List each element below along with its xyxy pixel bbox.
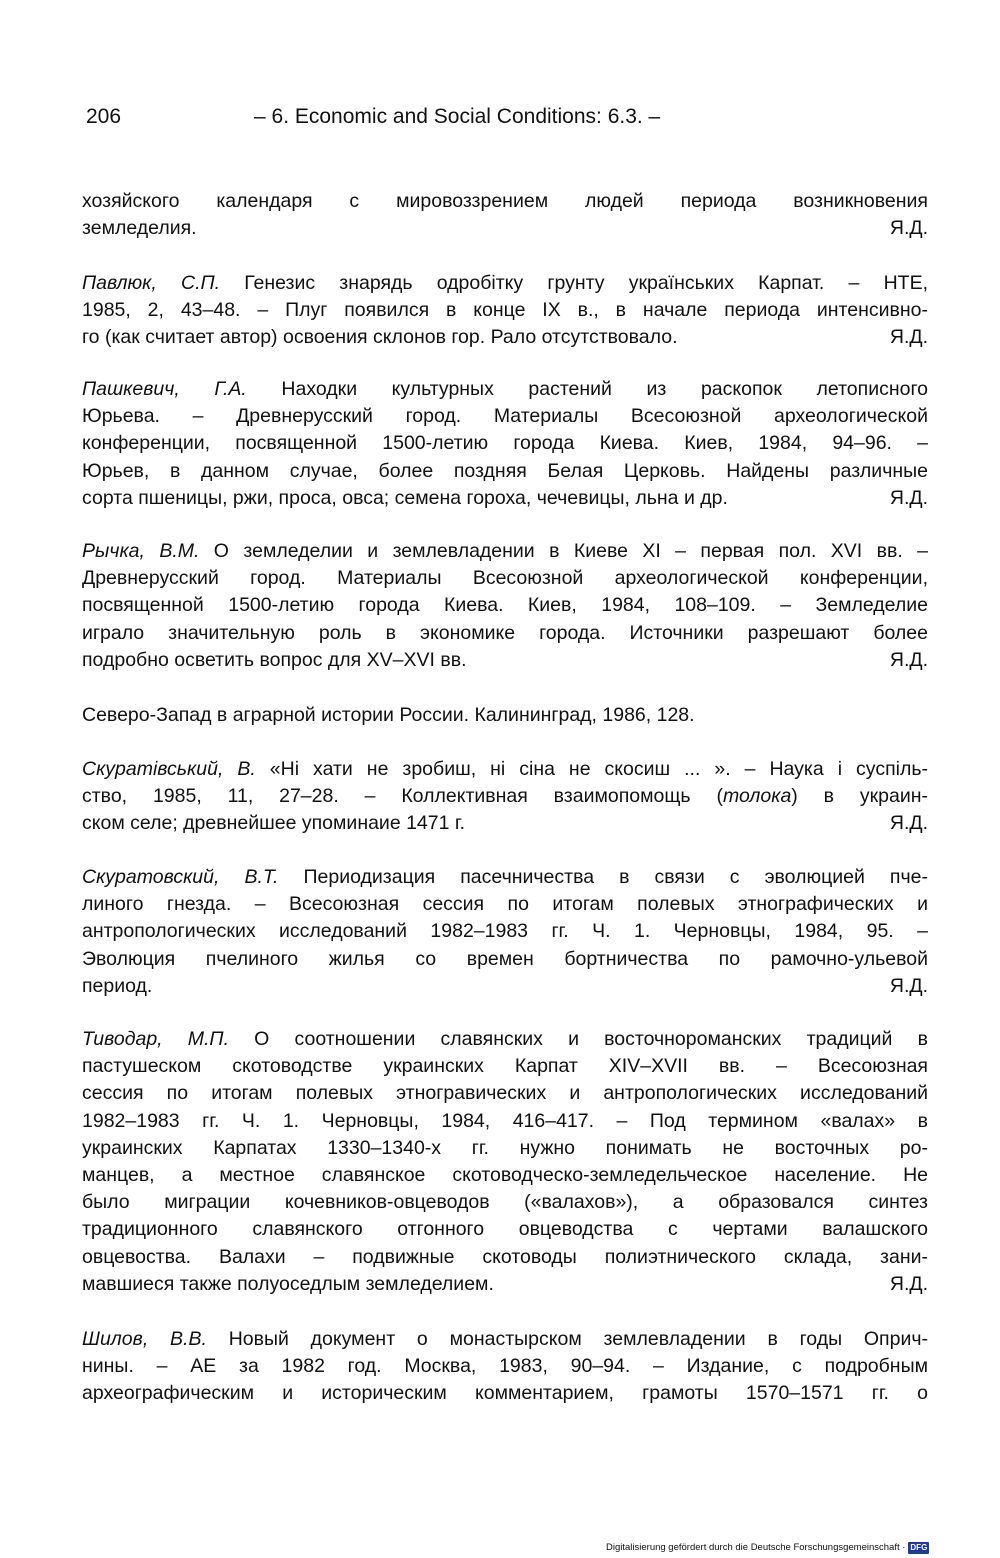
- entry-line: Юрьев, в данном случае, более поздняя Белая Церковь. Найдены различные: [82, 459, 928, 482]
- entry-line: линого гнезда. – Всесоюзная сессия по итогам полевых этнографических и: [82, 893, 928, 916]
- entry-line: археографическим и историческим комментарием, грамоты 1570–1571 гг. о: [82, 1382, 928, 1405]
- entry-line: манцев, а местное славянское скотоводческо-земледельческое население. Не: [82, 1163, 928, 1186]
- entry-line: 1985, 2, 43–48. – Плуг появился в конце IX в., в начале периода интенсивно-: [82, 299, 928, 322]
- entry-line: Павлюк, С.П. Генезис знарядь одробітку грунту українських Карпат. – НТЕ,: [82, 272, 928, 294]
- bibliography-entry: [82, 188, 928, 242]
- reviewer-signature: Я.Д.: [889, 974, 928, 997]
- entry-line: Эволюция пчелиного жилья со времен бортничества по рамочно-ульевой: [82, 947, 928, 970]
- reviewer-signature: Я.Д.: [889, 486, 928, 509]
- entry-line: сессия по итогам полевых этногравических и антропологических исследований: [82, 1082, 928, 1105]
- digitization-footer: [606, 1542, 929, 1554]
- entry-line: Северо-Запад в аграрной истории России. Калининград, 1986, 128.: [82, 704, 695, 726]
- entry-line: мавшиеся также полуоседлым земледелием. Я.Д.: [82, 1271, 928, 1298]
- entry-line: традиционного славянского отгонного овцеводства с чертами валашского: [82, 1218, 928, 1241]
- bibliography-entry: [82, 702, 928, 729]
- entry-line: было миграции кочевников-овцеводов («валахов»), а образовался синтез: [82, 1191, 928, 1214]
- entry-line: 1982–1983 гг. Ч. 1. Черновцы, 1984, 416–417. – Под термином «валах» в: [82, 1109, 928, 1132]
- reviewer-signature: Я.Д.: [889, 217, 928, 240]
- entry-line: Скуратовский, В.Т. Периодизация пасечничества в связи с эволюцией пче-: [82, 866, 928, 888]
- entry-line: го (как считает автор) освоения склонов гор. Рало отсутствовало. Я.Д.: [82, 324, 928, 351]
- entry-author: Тиводар, М.П.: [82, 1028, 229, 1050]
- bibliography-entry: [82, 756, 928, 838]
- entry-line: земледелия. Я.Д.: [82, 215, 928, 242]
- entry-author: Шилов, В.В.: [82, 1328, 207, 1350]
- entry-line: играло значительную роль в экономике города. Источники разрешают более: [82, 621, 928, 644]
- reviewer-signature: Я.Д.: [889, 1272, 928, 1295]
- entry-author: Скуратівський, В.: [82, 758, 256, 780]
- entry-line: Юрьева. – Древнерусский город. Материалы Всесоюзной археологической: [82, 405, 928, 428]
- entry-line: Древнерусский город. Материалы Всесоюзной археологической конференции,: [82, 567, 928, 590]
- bibliography-entry: [82, 1326, 928, 1408]
- running-head: – 6. Economic and Social Conditions: 6.3. –: [254, 105, 661, 128]
- reviewer-signature: Я.Д.: [889, 812, 928, 835]
- bibliography-entry: [82, 538, 928, 674]
- entry-author: Рычка, В.М.: [82, 540, 200, 562]
- entry-line: овцевоства. Валахи – подвижные скотоводы полиэтнического склада, зани-: [82, 1245, 928, 1268]
- entry-line: Тиводар, М.П. О соотношении славянских и восточнороманских традиций в: [82, 1028, 928, 1050]
- entry-author: Павлюк, С.П.: [82, 272, 221, 294]
- bibliography-entry: [82, 376, 928, 512]
- entry-line: ство, 1985, 11, 27–28. – Коллективная взаимопомощь (толока) в украин-: [82, 785, 928, 808]
- footer-text: Digitalisierung gefördert durch die Deutsche Forschungsgemeinschaft ·: [606, 1542, 906, 1553]
- entry-line: Шилов, В.В. Новый документ о монастырском землевладении в годы Оприч-: [82, 1328, 928, 1350]
- entry-line: хозяйского календаря с мировоззрением людей периода возникновения: [82, 190, 928, 212]
- entry-line: украинских Карпатах 1330–1340-х гг. нужно понимать не восточных ро-: [82, 1136, 928, 1159]
- entry-line: конференции, посвященной 1500-летию города Киева. Киев, 1984, 94–96. –: [82, 432, 928, 455]
- reviewer-signature: Я.Д.: [889, 648, 928, 671]
- reviewer-signature: Я.Д.: [889, 326, 928, 349]
- dfg-logo: DFG: [910, 1543, 928, 1552]
- entry-line: ском селе; древнейшее упоминаие 1471 г. Я.Д.: [82, 810, 928, 837]
- entry-author: Пашкевич, Г.А.: [82, 378, 247, 400]
- bibliography-entry: [82, 864, 928, 1000]
- bibliography-entry: [82, 1026, 928, 1298]
- entry-line: посвященной 1500-летию города Киева. Киев, 1984, 108–109. – Земледелие: [82, 594, 928, 617]
- entry-line: Пашкевич, Г.А. Находки культурных растений из раскопок летописного: [82, 378, 928, 400]
- entry-line: Скуратівський, В. «Ні хати не зробиш, ні сіна не скосиш ... ». – Наука і суспіль-: [82, 758, 928, 780]
- entry-line: нины. – АЕ за 1982 год. Москва, 1983, 90–94. – Издание, с подробным: [82, 1355, 928, 1378]
- entry-line: период. Я.Д.: [82, 973, 928, 1000]
- entry-author: Скуратовский, В.Т.: [82, 866, 279, 888]
- entry-line: антропологических исследований 1982–1983 гг. Ч. 1. Черновцы, 1984, 95. –: [82, 920, 928, 943]
- entry-line: пастушеском скотоводстве украинских Карпат XIV–XVII вв. – Всесоюзная: [82, 1055, 928, 1078]
- italic-term: толока: [722, 785, 792, 808]
- bibliography-entry: [82, 270, 928, 352]
- page-header: [86, 100, 926, 134]
- page-number: 206: [86, 105, 122, 128]
- entry-line: сорта пшеницы, ржи, проса, овса; семена гороха, чечевицы, льна и др. Я.Д.: [82, 485, 928, 512]
- entry-line: Рычка, В.М. О земледелии и землевладении в Киеве XI – первая пол. XVI вв. –: [82, 540, 928, 562]
- entry-line: подробно осветить вопрос для XV–XVI вв. Я.Д.: [82, 647, 928, 674]
